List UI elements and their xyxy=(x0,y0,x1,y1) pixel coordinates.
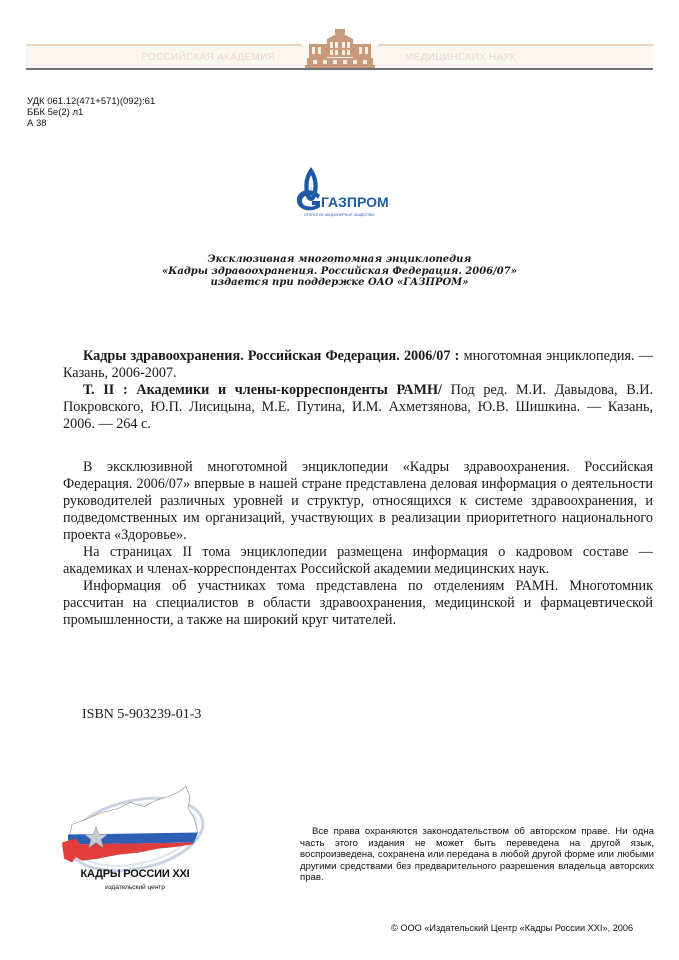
author-mark: А 38 xyxy=(27,118,47,129)
udk-code: УДК 061.12(471+571)(092):61 xyxy=(27,96,156,107)
classification-block xyxy=(27,96,155,129)
sponsor-line-3: издается при поддержке ОАО «ГАЗПРОМ» xyxy=(210,277,469,288)
bbk-code: ББК 5е(2) л1 xyxy=(27,107,84,118)
banner-divider-left xyxy=(26,44,302,46)
series-details: многотомная энциклопедия. — Казань, 2006-2007. xyxy=(63,348,653,381)
sponsor-line-1: Эксклюзивная многотомная энциклопедия xyxy=(207,254,472,265)
volume-details: Под ред. М.И. Давыдова, В.И. Покровского, Ю.П. Лисицына, М.Е. Путина, И.М. Ахметзянова, Ю.В. Шишкина. — Казань, 2006. — 264 с. xyxy=(63,382,653,432)
banner-divider-right xyxy=(378,44,653,46)
annotation-paragraph-1: В эксклюзивной многотомной энциклопедии «Кадры здравоохранения. Российская Федерация. 2006/07» впервые в нашей стране представлена деловая информация о деятельности руководителей различных уровней и структур, относящихся к системе здравоохранения, и подведомственных им организаций, участвующих в реализации приоритетного национального проекта «Здоровье». xyxy=(63,459,653,543)
series-entry xyxy=(63,348,653,382)
banner-text-left: РОССИЙСКАЯ АКАДЕМИЯ xyxy=(141,52,276,63)
publisher-name: КАДРЫ РОССИИ XXI xyxy=(80,868,190,880)
isbn: ISBN 5-903239-01-3 xyxy=(82,707,202,722)
volume-entry xyxy=(63,382,653,433)
rights-text: Все права охраняются законодательством об авторском праве. Ни одна часть этого издания не может быть переведена на другой язык, воспроизведена, сохранена или передана в любой другой форме или любыми другими средствами без предварительного разрешения владельца авторских прав. xyxy=(300,826,654,883)
rights-notice xyxy=(300,826,654,884)
banner-text-right: МЕДИЦИНСКИХ НАУК xyxy=(405,52,516,63)
annotation-paragraph-2: На страницах II тома энциклопедии размещена информация о кадровом составе — академиках и членах-корреспондентах Российской академии медицинских наук. xyxy=(63,544,653,577)
annotation-paragraph-3: Информация об участниках тома представлена по отделениям РАМН. Многотомник рассчитан на специалистов в области здравоохранения, медицинской и фармацевтической промышленности, а также на широкий круг читателей. xyxy=(63,578,653,628)
building-emblem-icon xyxy=(305,27,375,71)
bibliographic-description xyxy=(63,348,653,433)
series-title: Кадры здравоохранения. Российская Федерация. 2006/07 : xyxy=(83,348,460,364)
sponsor-line-2: «Кадры здравоохранения. Российская Федерация. 2006/07» xyxy=(162,265,517,277)
annotation xyxy=(63,459,653,629)
gazprom-flame-logo-icon xyxy=(290,163,390,221)
publisher-subtitle: издательский центр xyxy=(105,884,165,891)
volume-title: Т. II : Академики и члены-корреспонденты РАМН/ xyxy=(83,382,442,398)
copyright-line: © ООО «Издательский Центр «Кадры России XXI», 2006 xyxy=(391,923,634,933)
header-banner xyxy=(0,0,679,80)
sponsor-notice xyxy=(0,254,679,289)
gazprom-subtitle: ОТКРЫТОЕ АКЦИОНЕРНОЕ ОБЩЕСТВО xyxy=(304,213,375,217)
gazprom-wordmark: ГАЗПРОМ xyxy=(321,194,389,210)
